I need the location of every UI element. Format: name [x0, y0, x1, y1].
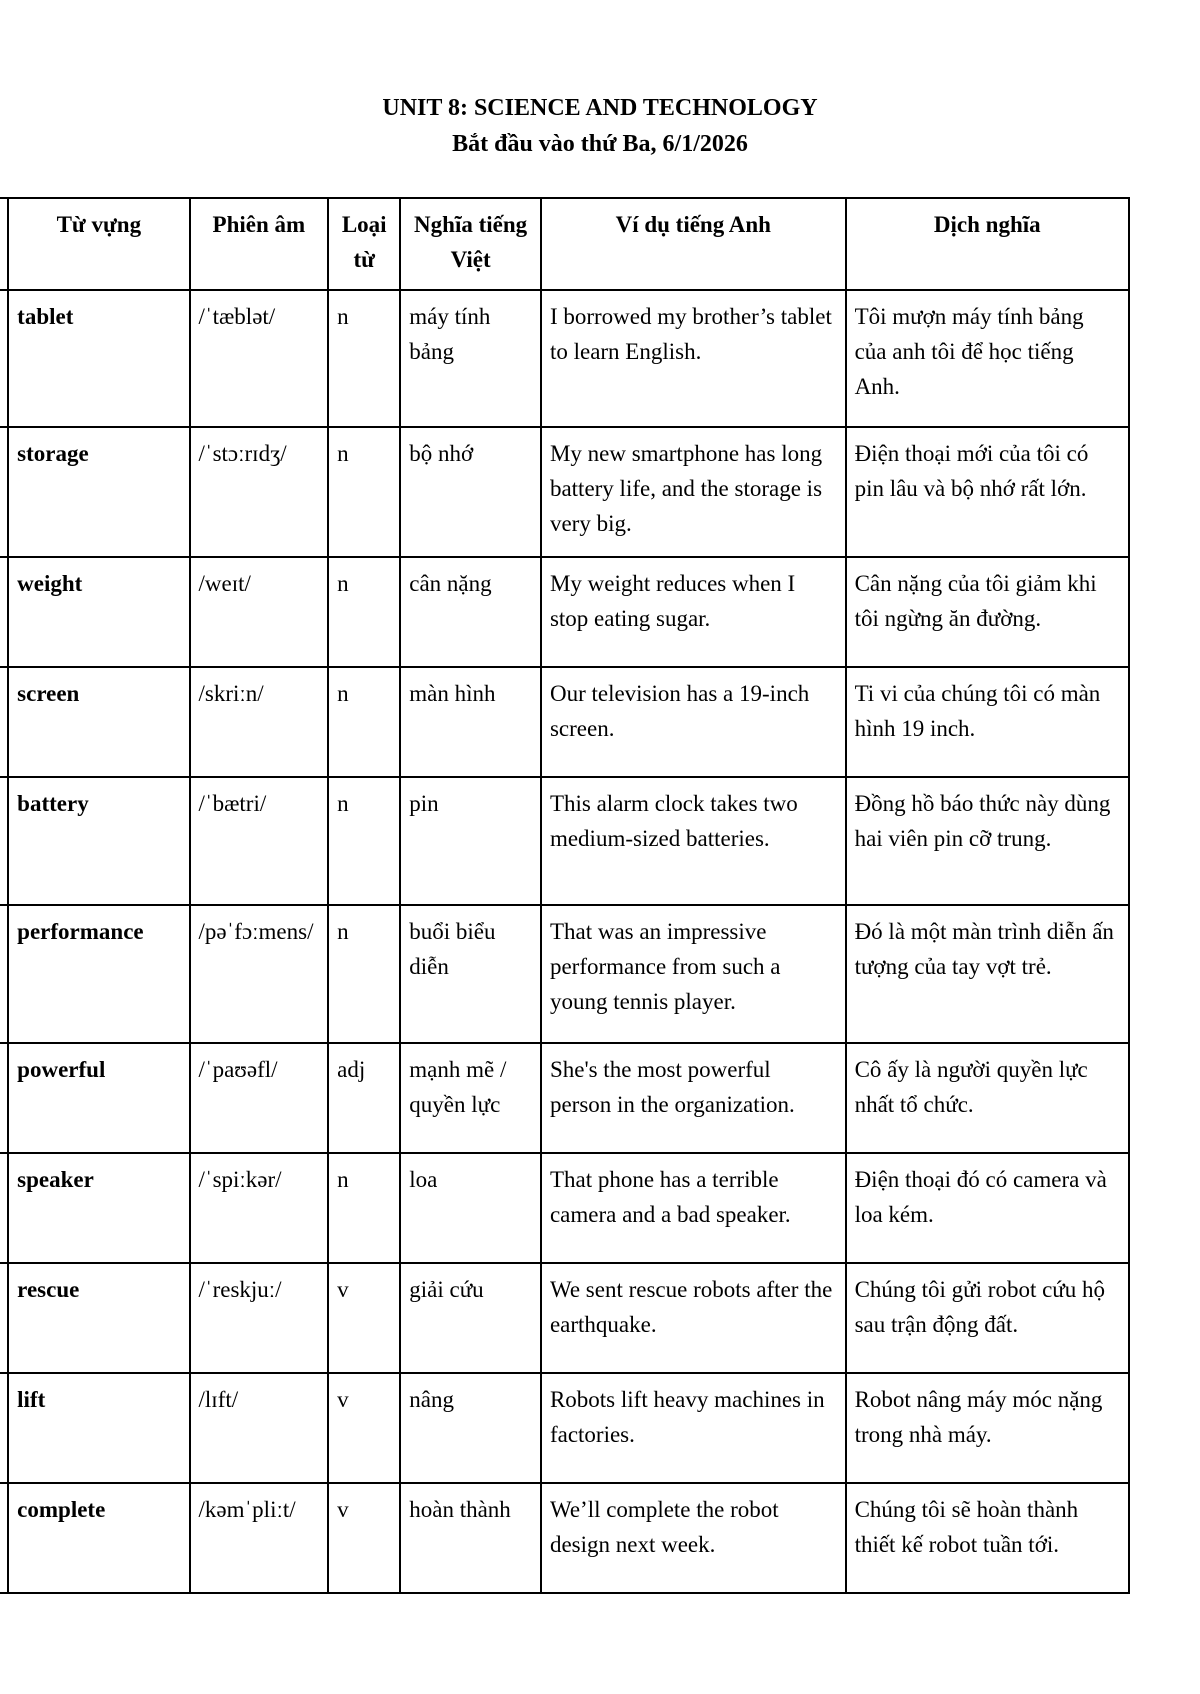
column-header-translation: Dịch nghĩa: [846, 198, 1129, 290]
row-index-cell: [0, 777, 8, 905]
vietnamese-meaning: hoàn thành: [400, 1483, 541, 1593]
example-translation: Tôi mượn máy tính bảng của anh tôi để học tiếng Anh.: [846, 290, 1129, 427]
column-header-pronunciation: Phiên âm: [190, 198, 329, 290]
column-header-word: Từ vựng: [8, 198, 189, 290]
table-body: [0, 290, 1129, 1593]
vietnamese-meaning: màn hình: [400, 667, 541, 777]
page-subtitle: Bắt đầu vào thứ Ba, 6/1/2026: [452, 131, 748, 157]
table-row: [0, 777, 1129, 905]
example-translation: Cô ấy là người quyền lực nhất tổ chức.: [846, 1043, 1129, 1153]
english-example: My new smartphone has long battery life, and the storage is very big.: [541, 427, 846, 557]
word-type: n: [328, 427, 400, 557]
vietnamese-meaning: cân nặng: [400, 557, 541, 667]
pronunciation: /ˈstɔːrɪdʒ/: [190, 427, 329, 557]
page-title: UNIT 8: SCIENCE AND TECHNOLOGY: [382, 95, 818, 121]
vietnamese-meaning: nâng: [400, 1373, 541, 1483]
pronunciation: /ˈpaʊəfl/: [190, 1043, 329, 1153]
row-index-cell: [0, 1483, 8, 1593]
column-header-meaning: Nghĩa tiếng Việt: [400, 198, 541, 290]
pronunciation: /ˈspiːkər/: [190, 1153, 329, 1263]
row-index-cell: [0, 557, 8, 667]
word-type: v: [328, 1483, 400, 1593]
vietnamese-meaning: mạnh mẽ / quyền lực: [400, 1043, 541, 1153]
english-example: Robots lift heavy machines in factories.: [541, 1373, 846, 1483]
row-index-cell: [0, 1153, 8, 1263]
row-index-cell: [0, 905, 8, 1043]
word-type: v: [328, 1373, 400, 1483]
example-translation: Cân nặng của tôi giảm khi tôi ngừng ăn đường.: [846, 557, 1129, 667]
word-type: n: [328, 905, 400, 1043]
word-type: v: [328, 1263, 400, 1373]
vocab-word: performance: [8, 905, 189, 1043]
vocab-word: lift: [8, 1373, 189, 1483]
english-example: That was an impressive performance from such a young tennis player.: [541, 905, 846, 1043]
vocab-word: rescue: [8, 1263, 189, 1373]
word-type: n: [328, 290, 400, 427]
pronunciation: /skriːn/: [190, 667, 329, 777]
vocab-word: complete: [8, 1483, 189, 1593]
table-row: [0, 1153, 1129, 1263]
english-example: I borrowed my brother’s tablet to learn English.: [541, 290, 846, 427]
vietnamese-meaning: bộ nhớ: [400, 427, 541, 557]
pronunciation: /ˈtæblət/: [190, 290, 329, 427]
vocab-word: screen: [8, 667, 189, 777]
column-header-word-type: Loại từ: [328, 198, 400, 290]
table-row: [0, 1043, 1129, 1153]
vietnamese-meaning: buổi biểu diễn: [400, 905, 541, 1043]
pronunciation: /ˈreskjuː/: [190, 1263, 329, 1373]
english-example: That phone has a terrible camera and a bad speaker.: [541, 1153, 846, 1263]
example-translation: Chúng tôi sẽ hoàn thành thiết kế robot tuần tới.: [846, 1483, 1129, 1593]
example-translation: Điện thoại mới của tôi có pin lâu và bộ nhớ rất lớn.: [846, 427, 1129, 557]
column-header-index: [0, 198, 8, 290]
vietnamese-meaning: loa: [400, 1153, 541, 1263]
vocab-word: battery: [8, 777, 189, 905]
example-translation: Chúng tôi gửi robot cứu hộ sau trận động đất.: [846, 1263, 1129, 1373]
row-index-cell: [0, 427, 8, 557]
table-row: [0, 557, 1129, 667]
english-example: My weight reduces when I stop eating sugar.: [541, 557, 846, 667]
vocab-word: weight: [8, 557, 189, 667]
word-type: n: [328, 667, 400, 777]
vocabulary-table: [0, 197, 1130, 1594]
table-row: [0, 1263, 1129, 1373]
example-translation: Đồng hồ báo thức này dùng hai viên pin cỡ trung.: [846, 777, 1129, 905]
english-example: She's the most powerful person in the organization.: [541, 1043, 846, 1153]
vocab-word: speaker: [8, 1153, 189, 1263]
column-header-example: Ví dụ tiếng Anh: [541, 198, 846, 290]
example-translation: Điện thoại đó có camera và loa kém.: [846, 1153, 1129, 1263]
table-row: [0, 290, 1129, 427]
vietnamese-meaning: máy tính bảng: [400, 290, 541, 427]
pronunciation: /weɪt/: [190, 557, 329, 667]
vocab-word: powerful: [8, 1043, 189, 1153]
table-row: [0, 905, 1129, 1043]
row-index-cell: [0, 290, 8, 427]
row-index-cell: [0, 1263, 8, 1373]
example-translation: Ti vi của chúng tôi có màn hình 19 inch.: [846, 667, 1129, 777]
english-example: We’ll complete the robot design next week.: [541, 1483, 846, 1593]
pronunciation: /lɪft/: [190, 1373, 329, 1483]
table-header-row: [0, 198, 1129, 290]
example-translation: Robot nâng máy móc nặng trong nhà máy.: [846, 1373, 1129, 1483]
pronunciation: /kəmˈpliːt/: [190, 1483, 329, 1593]
word-type: n: [328, 777, 400, 905]
pronunciation: /pəˈfɔːmens/: [190, 905, 329, 1043]
row-index-cell: [0, 1373, 8, 1483]
pronunciation: /ˈbætri/: [190, 777, 329, 905]
table-row: [0, 427, 1129, 557]
table-row: [0, 1483, 1129, 1593]
vietnamese-meaning: giải cứu: [400, 1263, 541, 1373]
page-header: [0, 90, 1200, 162]
vietnamese-meaning: pin: [400, 777, 541, 905]
table-row: [0, 667, 1129, 777]
english-example: We sent rescue robots after the earthquake.: [541, 1263, 846, 1373]
word-type: n: [328, 1153, 400, 1263]
row-index-cell: [0, 1043, 8, 1153]
table-row: [0, 1373, 1129, 1483]
example-translation: Đó là một màn trình diễn ấn tượng của tay vợt trẻ.: [846, 905, 1129, 1043]
english-example: This alarm clock takes two medium-sized batteries.: [541, 777, 846, 905]
word-type: adj: [328, 1043, 400, 1153]
vocab-word: storage: [8, 427, 189, 557]
row-index-cell: [0, 667, 8, 777]
word-type: n: [328, 557, 400, 667]
english-example: Our television has a 19-inch screen.: [541, 667, 846, 777]
vocab-word: tablet: [8, 290, 189, 427]
